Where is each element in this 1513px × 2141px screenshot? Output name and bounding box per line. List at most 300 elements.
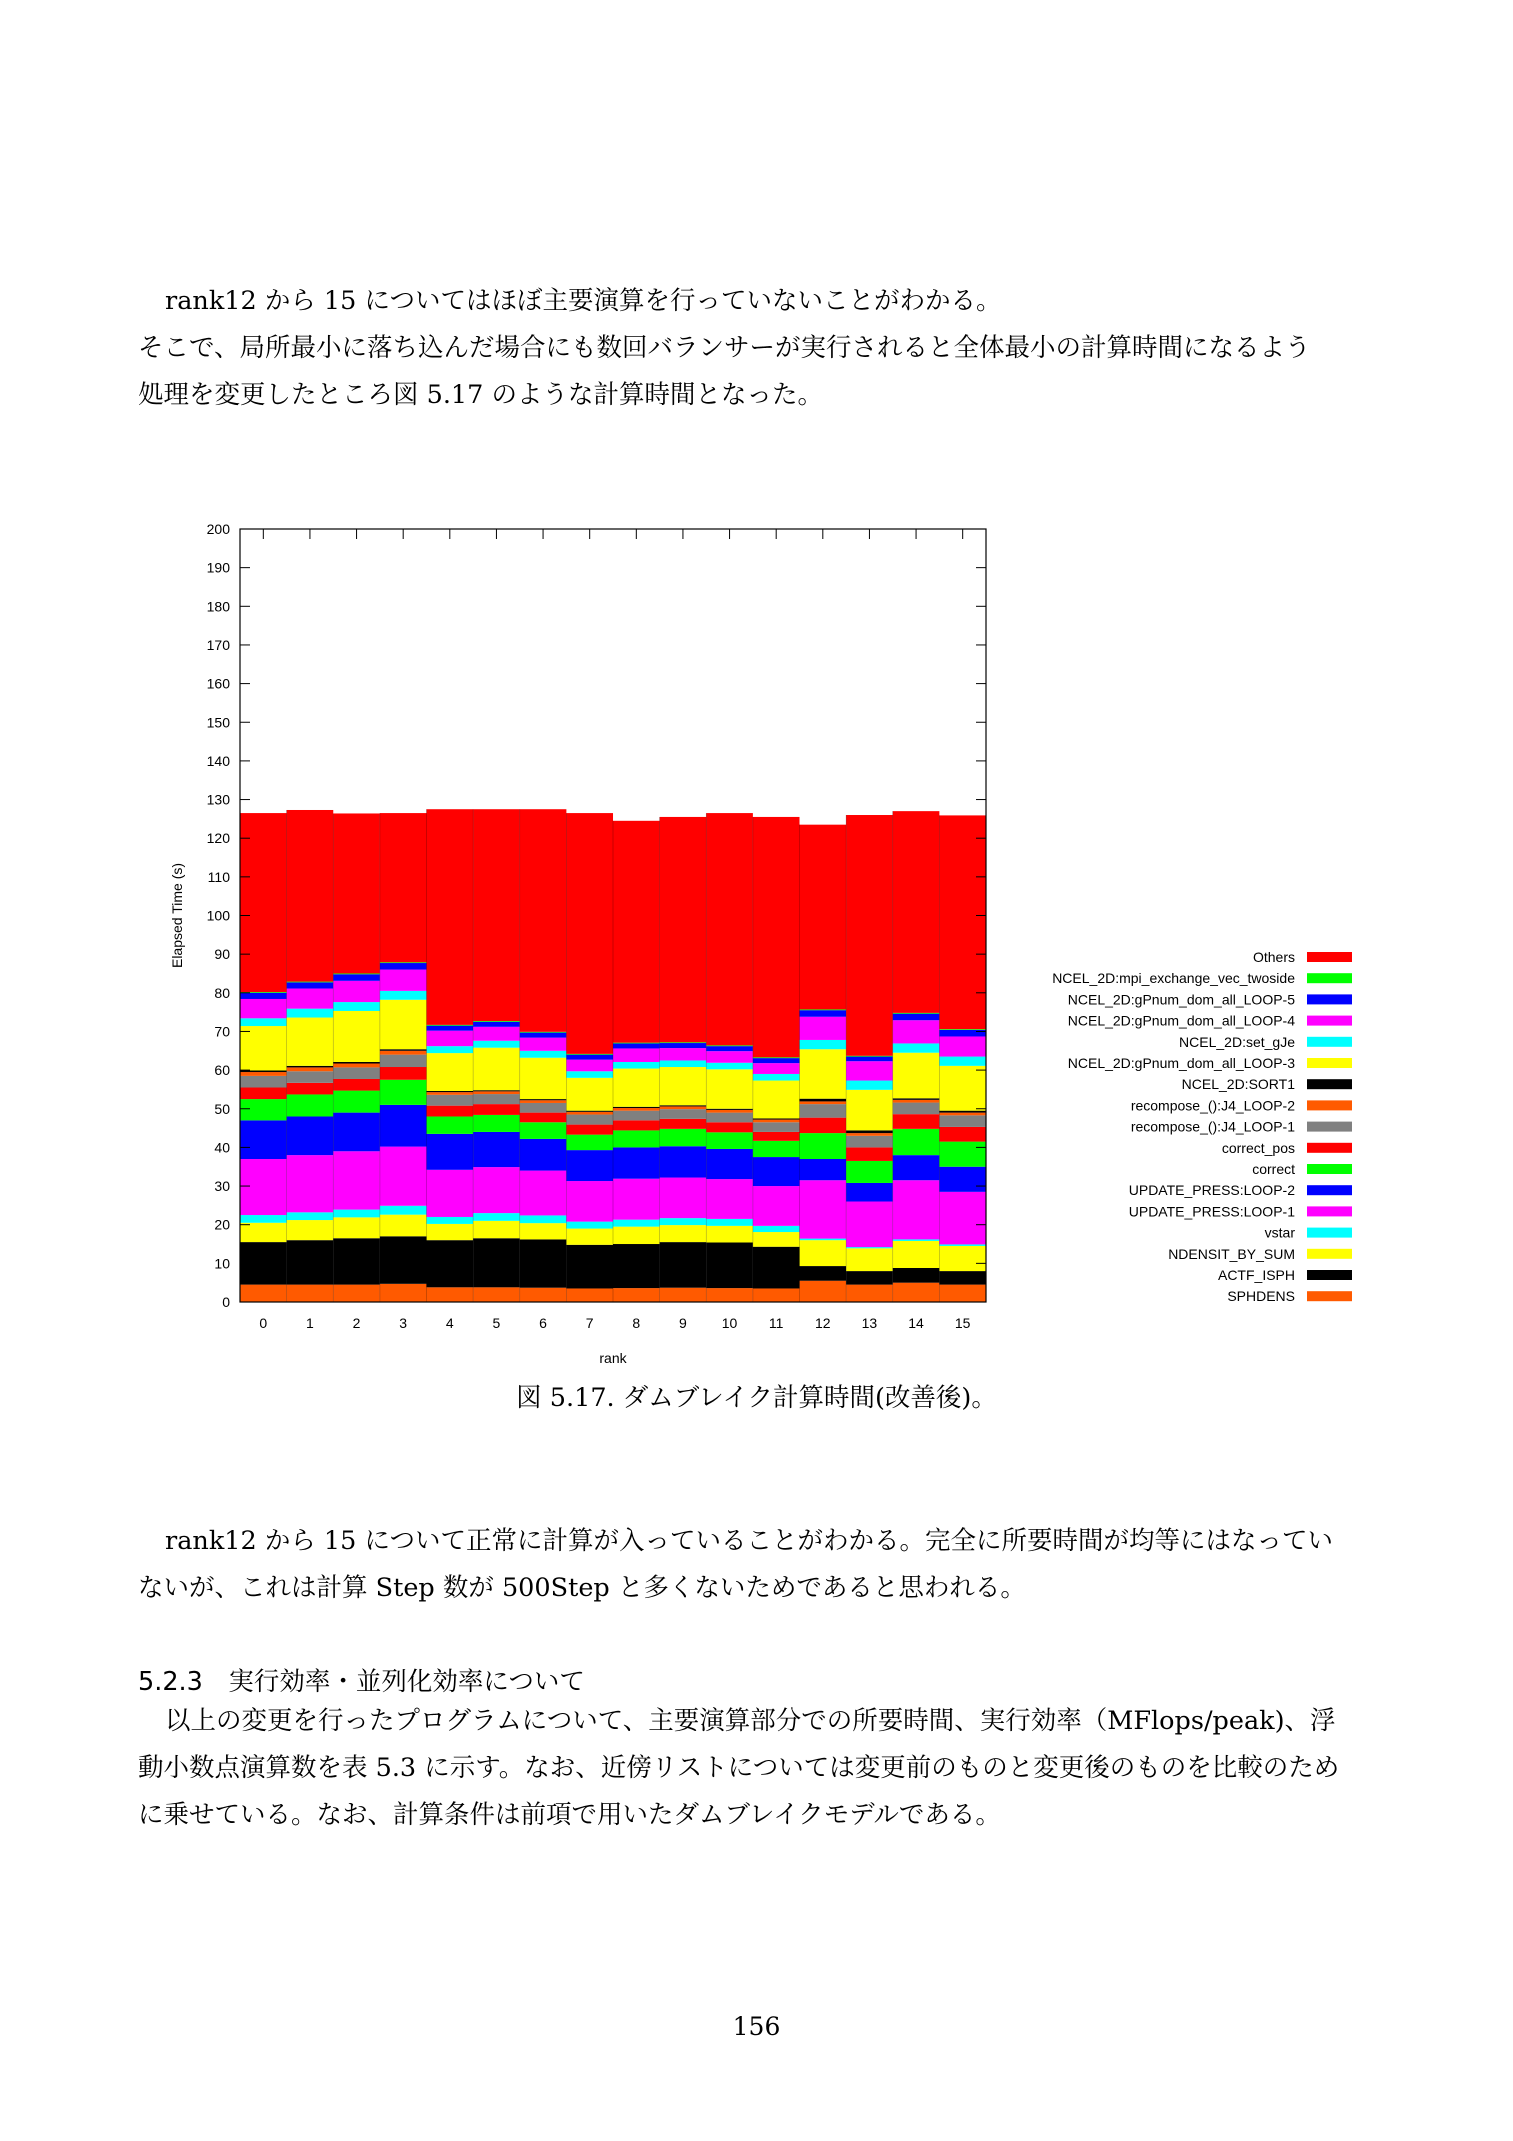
bar-segment-5-0: [473, 1287, 520, 1302]
bar-segment-4-0: [427, 1287, 474, 1302]
bar-segment-8-10: [613, 1107, 660, 1108]
bar-segment-6-0: [520, 1288, 567, 1302]
x-tick-label-14: 14: [908, 1315, 924, 1331]
bar-segment-7-7: [566, 1125, 613, 1135]
bar-segment-13-12: [846, 1081, 893, 1090]
bar-segment-15-10: [939, 1111, 986, 1113]
bar-segment-7-2: [566, 1229, 613, 1245]
y-tick-label-14: 140: [206, 752, 230, 769]
bar-segment-3-14: [380, 963, 427, 970]
bar-segment-1-3: [287, 1212, 334, 1220]
bar-segment-2-8: [333, 1067, 380, 1079]
legend-label-9: correct_pos: [1221, 1139, 1295, 1156]
bar-segment-3-15: [380, 962, 427, 963]
bar-segment-7-10: [566, 1111, 613, 1112]
section-heading: 5.2.3 実行効率・並列化効率について: [138, 1667, 585, 1697]
bar-segment-5-3: [473, 1213, 520, 1221]
bar-segment-7-16: [566, 813, 613, 1054]
legend-swatch-15: [1307, 1270, 1352, 1280]
bar-segment-5-8: [473, 1094, 520, 1104]
bar-segment-15-11: [939, 1066, 986, 1111]
bar-segment-2-15: [333, 973, 380, 974]
bar-segment-2-9: [333, 1064, 380, 1068]
bar-segment-5-11: [473, 1048, 520, 1091]
bar-segment-2-5: [333, 1113, 380, 1152]
bar-segment-0-16: [240, 813, 287, 992]
bar-segment-1-5: [287, 1116, 334, 1155]
bar-segment-0-13: [240, 999, 287, 1018]
bar-segment-5-9: [473, 1091, 520, 1094]
bar-segment-11-15: [753, 1057, 800, 1058]
bar-segment-9-3: [660, 1218, 707, 1225]
paragraph-1: [138, 278, 1388, 419]
bar-segment-13-13: [846, 1061, 893, 1080]
legend-swatch-9: [1307, 1143, 1352, 1153]
bar-segment-10-9: [706, 1110, 753, 1113]
bar-segment-2-6: [333, 1091, 380, 1113]
bar-segment-14-14: [893, 1014, 940, 1021]
bar-segment-0-6: [240, 1099, 287, 1120]
bar-segment-6-4: [520, 1171, 567, 1216]
bar-segment-3-0: [380, 1284, 427, 1302]
bar-segment-14-9: [893, 1100, 940, 1103]
para1-line-2: そこで、局所最小に落ち込んだ場合にも数回バランサーが実行されると全体最小の計算時間になるよう: [138, 333, 1311, 363]
bar-segment-8-7: [613, 1120, 660, 1130]
bar-segment-8-0: [613, 1288, 660, 1302]
y-tick-label-2: 20: [214, 1216, 230, 1233]
bar-segment-8-8: [613, 1111, 660, 1121]
bar-segment-0-0: [240, 1285, 287, 1302]
bar-segment-1-0: [287, 1285, 334, 1302]
bar-segment-0-12: [240, 1018, 287, 1026]
bar-segment-11-12: [753, 1074, 800, 1081]
bar-segment-6-5: [520, 1139, 567, 1171]
bar-segment-7-0: [566, 1288, 613, 1302]
bar-segment-10-0: [706, 1288, 753, 1302]
bar-segment-10-11: [706, 1069, 753, 1108]
legend-label-7: recompose_():J4_LOOP-2: [1130, 1097, 1295, 1114]
x-tick-label-9: 9: [679, 1315, 687, 1331]
legend-swatch-0: [1307, 952, 1352, 962]
bar-segment-7-13: [566, 1060, 613, 1072]
y-tick-label-1: 10: [214, 1255, 230, 1272]
bar-segment-9-13: [660, 1048, 707, 1060]
bar-segment-6-9: [520, 1100, 567, 1103]
legend-label-4: NCEL_2D:set_gJe: [1179, 1033, 1295, 1050]
bar-segment-14-5: [893, 1155, 940, 1180]
y-tick-label-20: 200: [206, 521, 230, 537]
bar-segment-14-15: [893, 1013, 940, 1014]
bar-segment-12-3: [800, 1239, 847, 1241]
bar-segment-14-0: [893, 1283, 940, 1302]
bar-segment-8-4: [613, 1179, 660, 1220]
bar-segment-1-2: [287, 1220, 334, 1240]
y-tick-label-0: 0: [222, 1294, 230, 1310]
x-tick-label-13: 13: [861, 1315, 878, 1331]
bar-segment-9-7: [660, 1119, 707, 1129]
bar-segment-9-12: [660, 1060, 707, 1067]
bar-segment-0-2: [240, 1223, 287, 1242]
y-tick-label-6: 60: [214, 1062, 230, 1079]
bar-segment-0-7: [240, 1087, 287, 1099]
bar-segment-1-11: [287, 1018, 334, 1066]
bar-segment-9-4: [660, 1178, 707, 1219]
bar-segment-14-3: [893, 1239, 940, 1241]
bar-segment-10-1: [706, 1242, 753, 1288]
legend-swatch-16: [1307, 1291, 1352, 1301]
y-tick-label-19: 190: [206, 559, 230, 576]
bar-segment-3-1: [380, 1236, 427, 1284]
bar-segment-3-4: [380, 1147, 427, 1206]
x-tick-label-10: 10: [721, 1315, 738, 1331]
bar-segment-5-16: [473, 809, 520, 1021]
bar-segment-4-2: [427, 1224, 474, 1240]
para3-line-3: に乗せている。なお、計算条件は前項で用いたダムブレイクモデルである。: [138, 1800, 1001, 1830]
bar-segment-2-14: [333, 974, 380, 981]
bar-segment-8-1: [613, 1244, 660, 1288]
bar-segment-1-9: [287, 1067, 334, 1071]
bar-segment-4-7: [427, 1106, 474, 1117]
legend-label-13: vstar: [1264, 1224, 1295, 1241]
x-tick-label-11: 11: [768, 1315, 784, 1331]
bar-segment-6-14: [520, 1033, 567, 1038]
bar-segment-1-16: [287, 810, 334, 982]
legend-label-15: ACTF_ISPH: [1217, 1267, 1295, 1283]
y-tick-label-12: 120: [206, 830, 230, 847]
bar-segment-4-3: [427, 1217, 474, 1224]
y-tick-label-10: 100: [206, 907, 230, 924]
bar-segment-14-2: [893, 1241, 940, 1268]
bar-segment-13-8: [846, 1136, 893, 1148]
para1-line-1: rank12 から 15 についてはほぼ主要演算を行っていないことがわかる。: [165, 286, 1002, 316]
bar-segment-4-15: [427, 1025, 474, 1026]
legend-label-14: NDENSIT_BY_SUM: [1168, 1245, 1295, 1262]
bar-segment-12-10: [800, 1099, 847, 1102]
bar-segment-10-2: [706, 1226, 753, 1243]
bar-segment-12-7: [800, 1118, 847, 1133]
legend-swatch-6: [1307, 1079, 1352, 1089]
bar-segment-1-4: [287, 1155, 334, 1212]
bar-segment-10-14: [706, 1046, 753, 1051]
legend-label-16: SPHDENS: [1227, 1288, 1295, 1305]
y-tick-label-15: 150: [206, 714, 230, 731]
bar-segment-6-6: [520, 1122, 567, 1139]
bar-segment-8-5: [613, 1147, 660, 1178]
legend-label-5: NCEL_2D:gPnum_dom_all_LOOP-3: [1067, 1055, 1295, 1071]
bar-segment-10-16: [706, 813, 753, 1045]
y-axis-label: Elapsed Time (s): [169, 862, 185, 969]
bar-segment-15-13: [939, 1036, 986, 1056]
bar-segment-15-7: [939, 1127, 986, 1142]
x-tick-label-0: 0: [259, 1315, 268, 1331]
bar-segment-9-6: [660, 1129, 707, 1146]
bar-segment-7-15: [566, 1054, 613, 1055]
bar-segment-13-15: [846, 1056, 893, 1057]
bar-segment-1-7: [287, 1083, 334, 1095]
bar-segment-8-12: [613, 1062, 660, 1069]
bar-segment-7-12: [566, 1071, 613, 1078]
bar-segment-2-10: [333, 1062, 380, 1064]
bar-segment-6-1: [520, 1239, 567, 1287]
bar-segment-8-14: [613, 1043, 660, 1048]
bar-segment-2-13: [333, 981, 380, 1002]
bar-segment-9-16: [660, 817, 707, 1042]
bar-segment-13-6: [846, 1161, 893, 1183]
legend-swatch-8: [1307, 1122, 1352, 1132]
stacked-bar-chart: [160, 515, 1360, 1375]
bar-segment-11-7: [753, 1132, 800, 1141]
para1-line-3: 処理を変更したところ図 5.17 のような計算時間となった。: [138, 380, 823, 410]
para2-line-2: ないが、これは計算 Step 数が 500Step と多くないためであると思われる。: [138, 1573, 1026, 1603]
bar-segment-13-2: [846, 1248, 893, 1271]
bar-segment-0-5: [240, 1120, 287, 1159]
bar-segment-10-6: [706, 1132, 753, 1149]
y-tick-label-18: 180: [206, 598, 230, 615]
bar-segment-5-6: [473, 1115, 520, 1132]
legend-swatch-5: [1307, 1058, 1352, 1068]
bar-segment-0-4: [240, 1159, 287, 1215]
bar-segment-14-7: [893, 1114, 940, 1129]
y-tick-label-9: 90: [214, 946, 230, 963]
bar-segment-15-3: [939, 1244, 986, 1246]
bar-segment-2-16: [333, 813, 380, 973]
bar-segment-10-4: [706, 1179, 753, 1219]
legend-swatch-4: [1307, 1037, 1352, 1047]
legend-swatch-13: [1307, 1228, 1352, 1238]
x-tick-label-4: 4: [445, 1315, 454, 1331]
bar-segment-14-4: [893, 1180, 940, 1239]
legend-label-3: NCEL_2D:gPnum_dom_all_LOOP-4: [1067, 1012, 1295, 1029]
bar-segment-5-14: [473, 1022, 520, 1027]
bar-segment-14-11: [893, 1053, 940, 1099]
bar-segment-15-9: [939, 1113, 986, 1116]
para3-line-2: 動小数点演算数を表 5.3 に示す。なお、近傍リストについては変更前のものと変更後のものを比較のため: [138, 1753, 1340, 1783]
legend-swatch-7: [1307, 1100, 1352, 1110]
bar-segment-4-4: [427, 1170, 474, 1217]
bar-segment-11-5: [753, 1157, 800, 1186]
y-tick-label-7: 70: [214, 1023, 230, 1040]
bar-segment-11-13: [753, 1063, 800, 1074]
y-tick-label-8: 80: [214, 984, 230, 1001]
bar-segment-4-10: [427, 1091, 474, 1092]
x-tick-label-3: 3: [399, 1315, 408, 1331]
bar-segment-1-10: [287, 1066, 334, 1068]
bar-segment-14-16: [893, 811, 940, 1013]
bar-segment-6-2: [520, 1223, 567, 1239]
x-axis-label: rank: [599, 1350, 627, 1366]
bar-segment-4-5: [427, 1134, 474, 1170]
y-tick-label-13: 130: [206, 791, 230, 808]
x-tick-label-1: 1: [306, 1315, 314, 1331]
bar-segment-13-9: [846, 1133, 893, 1136]
bar-segment-9-2: [660, 1225, 707, 1242]
page-number: 156: [732, 2012, 781, 2041]
bar-segment-11-14: [753, 1058, 800, 1063]
y-tick-label-11: 110: [207, 868, 230, 885]
bar-segment-12-15: [800, 1009, 847, 1010]
bar-segment-2-4: [333, 1151, 380, 1209]
bar-segment-4-12: [427, 1046, 474, 1053]
bar-segment-3-3: [380, 1206, 427, 1215]
legend-swatch-11: [1307, 1185, 1352, 1195]
bar-segment-3-13: [380, 970, 427, 991]
bar-segment-8-13: [613, 1048, 660, 1062]
bar-segment-1-13: [287, 989, 334, 1009]
bar-segment-15-4: [939, 1192, 986, 1245]
bar-segment-7-9: [566, 1112, 613, 1115]
bar-segment-13-16: [846, 815, 893, 1056]
bar-segment-3-2: [380, 1215, 427, 1237]
bar-segment-12-1: [800, 1266, 847, 1281]
bar-segment-3-11: [380, 1000, 427, 1049]
bar-segment-10-3: [706, 1219, 753, 1226]
legend-label-8: recompose_():J4_LOOP-1: [1130, 1118, 1295, 1135]
bar-segment-13-14: [846, 1057, 893, 1062]
bar-segment-13-4: [846, 1202, 893, 1248]
x-tick-label-2: 2: [352, 1315, 361, 1331]
bar-segment-3-8: [380, 1055, 427, 1067]
bar-segment-11-10: [753, 1118, 800, 1119]
bar-segment-11-9: [753, 1120, 800, 1123]
legend-label-12: UPDATE_PRESS:LOOP-1: [1128, 1203, 1295, 1220]
bar-segment-6-15: [520, 1032, 567, 1033]
y-tick-label-17: 170: [206, 636, 230, 653]
bar-segment-15-15: [939, 1029, 986, 1030]
y-tick-label-4: 40: [214, 1139, 230, 1156]
bar-segment-12-9: [800, 1101, 847, 1104]
bar-segment-4-6: [427, 1116, 474, 1133]
bar-segment-6-16: [520, 809, 567, 1032]
bar-segment-2-3: [333, 1210, 380, 1218]
paragraph-2: [138, 1518, 1388, 1612]
legend-label-10: correct: [1252, 1161, 1295, 1177]
bar-segment-0-3: [240, 1215, 287, 1223]
bar-segment-15-2: [939, 1246, 986, 1271]
bar-segment-14-1: [893, 1268, 940, 1283]
x-tick-label-8: 8: [632, 1315, 641, 1331]
bar-segment-2-11: [333, 1011, 380, 1062]
bar-segment-11-3: [753, 1226, 800, 1232]
bar-segment-8-6: [613, 1130, 660, 1147]
bar-segment-12-4: [800, 1180, 847, 1238]
bar-segment-3-7: [380, 1067, 427, 1080]
bar-segment-10-5: [706, 1149, 753, 1179]
bar-segment-9-10: [660, 1105, 707, 1106]
legend-swatch-1: [1307, 973, 1352, 983]
bar-segment-11-6: [753, 1141, 800, 1157]
legend-swatch-3: [1307, 1016, 1352, 1026]
bar-segment-12-13: [800, 1017, 847, 1040]
bar-segment-14-12: [893, 1043, 940, 1052]
bar-segment-15-16: [939, 815, 986, 1029]
bar-segment-1-6: [287, 1094, 334, 1116]
bar-segment-6-3: [520, 1215, 567, 1223]
bar-segment-0-14: [240, 993, 287, 999]
bar-segment-10-13: [706, 1051, 753, 1063]
y-tick-label-3: 30: [214, 1178, 230, 1195]
bar-segment-7-1: [566, 1245, 613, 1289]
bar-segment-11-2: [753, 1232, 800, 1247]
bar-segment-6-7: [520, 1113, 567, 1123]
bar-segment-4-13: [427, 1031, 474, 1046]
legend-label-2: NCEL_2D:gPnum_dom_all_LOOP-5: [1067, 991, 1295, 1008]
bar-segment-13-1: [846, 1271, 893, 1285]
bar-segment-6-10: [520, 1099, 567, 1100]
bar-segment-5-10: [473, 1090, 520, 1091]
bar-segment-11-0: [753, 1288, 800, 1302]
bar-segment-12-0: [800, 1281, 847, 1302]
bar-segment-7-5: [566, 1150, 613, 1181]
x-tick-label-5: 5: [492, 1315, 501, 1331]
bar-segment-9-15: [660, 1042, 707, 1043]
bar-segment-3-10: [380, 1049, 427, 1051]
legend-swatch-12: [1307, 1206, 1352, 1216]
bar-segment-10-12: [706, 1063, 753, 1070]
bar-segment-8-16: [613, 821, 660, 1043]
bar-segment-12-16: [800, 825, 847, 1010]
bar-segment-0-9: [240, 1072, 287, 1076]
bar-segment-2-7: [333, 1079, 380, 1091]
legend-label-11: UPDATE_PRESS:LOOP-2: [1128, 1182, 1295, 1199]
bar-segment-0-10: [240, 1070, 287, 1072]
x-tick-label-7: 7: [585, 1315, 594, 1331]
bar-segment-12-8: [800, 1104, 847, 1118]
legend-swatch-14: [1307, 1249, 1352, 1259]
bar-segment-13-10: [846, 1130, 893, 1133]
bar-segment-11-4: [753, 1186, 800, 1226]
bar-segment-6-11: [520, 1058, 567, 1099]
para2-line-1: rank12 から 15 について正常に計算が入っていることがわかる。完全に所要時間が均等にはなってい: [165, 1526, 1333, 1556]
bar-segment-4-1: [427, 1240, 474, 1287]
bar-segment-9-1: [660, 1242, 707, 1288]
bar-segment-7-11: [566, 1078, 613, 1111]
bar-segment-8-15: [613, 1043, 660, 1044]
bar-segment-4-9: [427, 1092, 474, 1095]
bar-segment-1-14: [287, 982, 334, 988]
x-tick-label-12: 12: [815, 1315, 831, 1331]
bar-segment-6-8: [520, 1103, 567, 1113]
bar-segment-5-12: [473, 1041, 520, 1048]
bar-segment-0-8: [240, 1076, 287, 1088]
bar-segment-12-2: [800, 1240, 847, 1266]
bar-segment-7-6: [566, 1135, 613, 1150]
bar-segment-14-10: [893, 1098, 940, 1100]
bar-segment-2-12: [333, 1002, 380, 1011]
bar-segment-8-3: [613, 1220, 660, 1227]
x-tick-label-15: 15: [954, 1315, 971, 1331]
bar-segment-13-11: [846, 1090, 893, 1131]
bar-segment-0-11: [240, 1026, 287, 1070]
bar-segment-6-12: [520, 1051, 567, 1058]
legend-label-0: Others: [1252, 949, 1295, 965]
bar-segment-1-1: [287, 1240, 334, 1284]
bar-segment-11-8: [753, 1122, 800, 1132]
bar-segment-14-8: [893, 1103, 940, 1115]
bar-segment-5-15: [473, 1021, 520, 1022]
bar-segment-5-4: [473, 1167, 520, 1213]
bar-segment-7-3: [566, 1222, 613, 1229]
bar-segment-15-1: [939, 1271, 986, 1285]
bar-segment-13-5: [846, 1183, 893, 1202]
bar-segment-1-12: [287, 1009, 334, 1018]
bar-segment-1-15: [287, 982, 334, 983]
legend-label-6: NCEL_2D:SORT1: [1181, 1076, 1295, 1093]
bar-segment-10-10: [706, 1109, 753, 1110]
bar-segment-8-11: [613, 1069, 660, 1107]
bar-segment-8-9: [613, 1108, 660, 1111]
paragraph-3: [138, 1698, 1388, 1839]
bar-segment-5-13: [473, 1027, 520, 1041]
